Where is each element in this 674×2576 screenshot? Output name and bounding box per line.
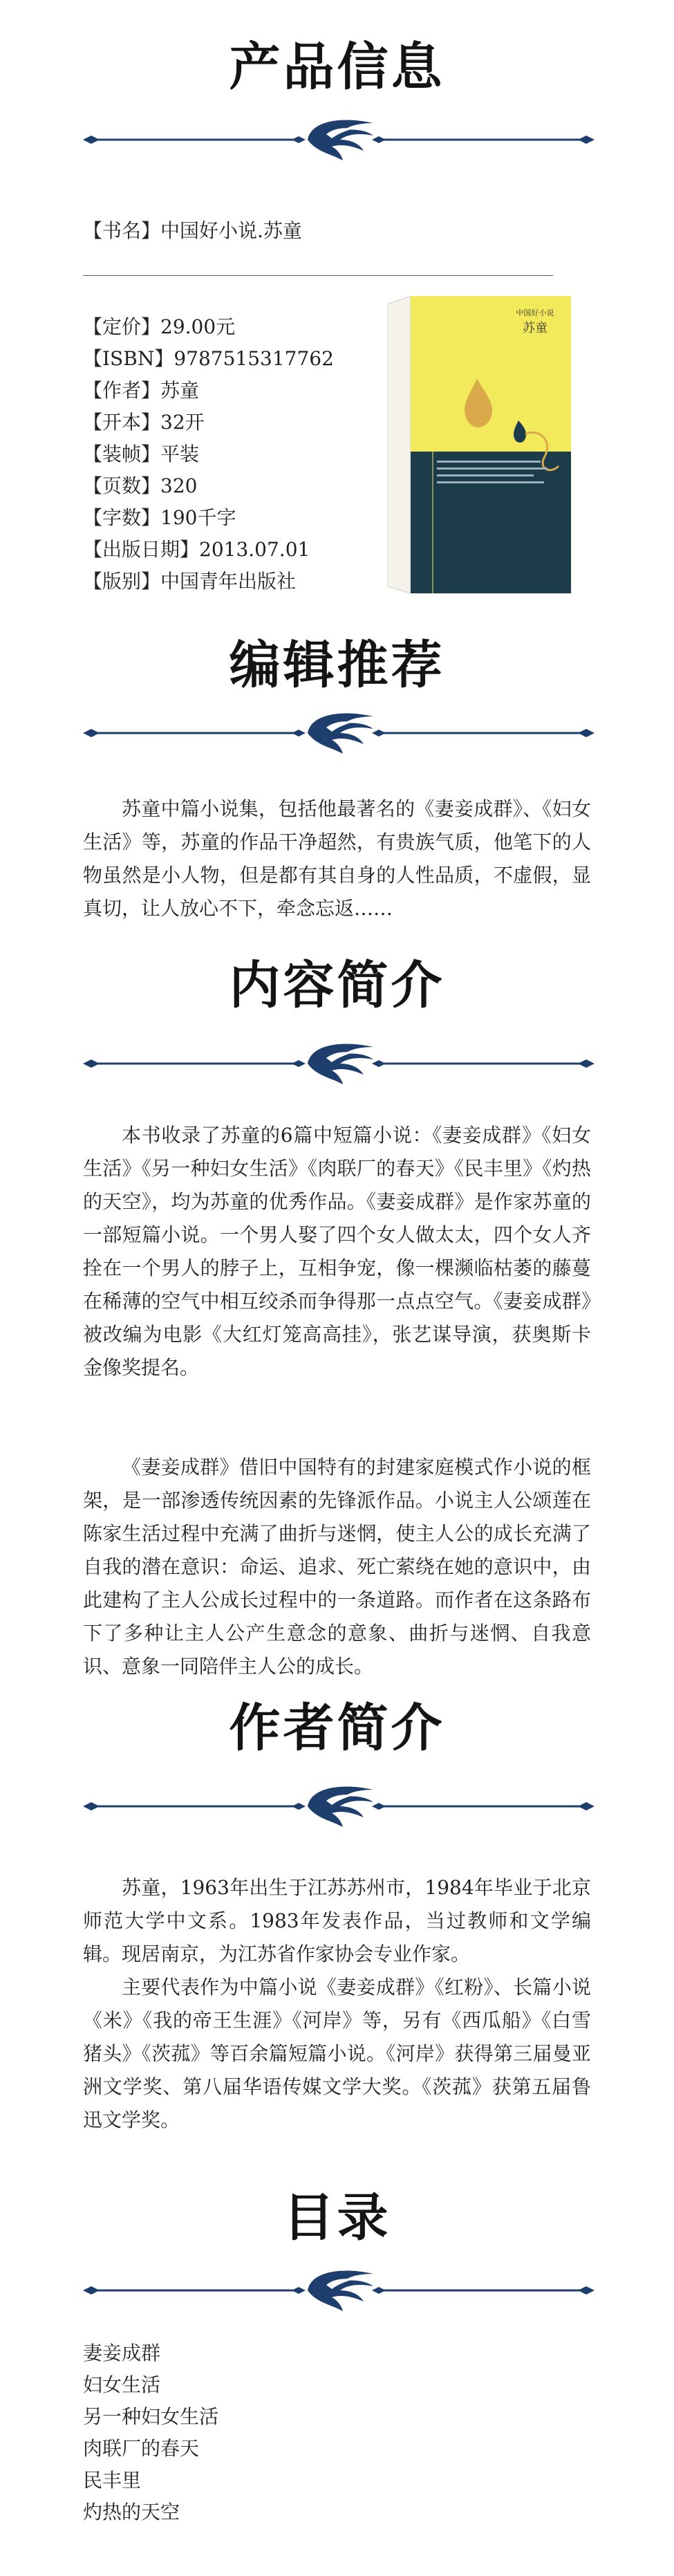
- ornament-icon: [69, 1043, 608, 1088]
- info-format: 【开本】32开: [83, 411, 205, 434]
- section-title: 目录: [283, 2188, 391, 2248]
- info-author: 【作者】苏童: [83, 379, 200, 402]
- info-list: [83, 311, 334, 597]
- ornament-icon: [69, 1786, 608, 1831]
- section-product-info: [0, 37, 674, 97]
- section-author-intro: [0, 1698, 674, 1758]
- book-cover-image: [387, 296, 571, 593]
- info-pages: 【页数】320: [83, 474, 198, 497]
- section-title: 产品信息: [229, 37, 445, 97]
- author-intro-paragraph-1: 苏童，1963年出生于江苏苏州市，1984年毕业于北京师范大学中文系。1983年发表作品，当过教师和文学编辑。现居南京，为江苏省作家协会专业作家。: [83, 1876, 591, 1965]
- toc-list: [83, 2337, 218, 2528]
- section-toc: [0, 2188, 674, 2248]
- cover-author: 苏童: [523, 321, 547, 335]
- ornament-icon: [69, 119, 608, 165]
- section-editor-recommend: [0, 636, 674, 695]
- section-title: 内容简介: [229, 956, 445, 1015]
- toc-item: 妇女生活: [83, 2373, 161, 2396]
- toc-item: 妻妾成群: [83, 2342, 161, 2364]
- book-title-line: 【书名】中国好小说.苏童: [83, 219, 302, 242]
- toc-item: 另一种妇女生活: [83, 2405, 219, 2428]
- toc-item: 灼热的天空: [83, 2501, 180, 2523]
- content-summary-paragraph-1: 本书收录了苏童的6篇中短篇小说：《妻妾成群》《妇女生活》《另一种妇女生活》《肉联厂的春天》《民丰里》《灼热的天空》，均为苏童的优秀作品。《妻妾成群》是作家苏童的一部短篇小说。一个男人娶了四个女人做太太，四个女人齐拴在一个男人的脖子上，互相争宠，像一棵濒临枯萎的藤蔓在稀薄的空气中相互绞杀而争得那一点点空气。《妻妾成群》被改编为电影《大红灯笼高高挂》，张艺谋导演，获奥斯卡金像奖提名。: [83, 1124, 591, 1379]
- section-content-summary: [0, 956, 674, 1015]
- toc-item: 肉联厂的春天: [83, 2437, 200, 2460]
- divider: [83, 275, 553, 276]
- cover-series: 中国好小说: [516, 308, 554, 317]
- author-intro-paragraph-2: 主要代表作为中篇小说《妻妾成群》《红粉》、长篇小说《米》《我的帝王生涯》《河岸》等，另有《西瓜船》《白雪猪头》《茨菰》等百余篇短篇小说。《河岸》获得第三届曼亚洲文学奖、第八届华语传媒文学大奖。《茨菰》获第五届鲁迅文学奖。: [83, 1976, 591, 2131]
- ornament-icon: [69, 2270, 608, 2315]
- info-words: 【字数】190千字: [83, 506, 236, 529]
- info-binding: 【装帧】平装: [83, 443, 200, 465]
- editor-recommend-text: 苏童中篇小说集，包括他最著名的《妻妾成群》、《妇女生活》等，苏童的作品干净超然，有贵族气质，他笔下的人物虽然是小人物，但是都有其自身的人性品质，不虚假，显真切，让人放心不下，牵念忘返……: [83, 797, 591, 920]
- info-publisher: 【版别】中国青年出版社: [83, 570, 297, 593]
- content-summary-paragraph-2: 《妻妾成群》借旧中国特有的封建家庭模式作小说的框架，是一部渗透传统因素的先锋派作品。小说主人公颂莲在陈家生活过程中充满了曲折与迷惘，使主人公的成长充满了自我的潜在意识：命运、追求、死亡萦绕在她的意识中，由此建构了主人公成长过程中的一条道路。而作者在这条路布下了多种让主人公产生意念的意象、曲折与迷惘、自我意识、意象一同陪伴主人公的成长。: [83, 1456, 591, 1678]
- info-isbn: 【ISBN】9787515317762: [83, 347, 334, 370]
- section-title: 作者简介: [229, 1698, 445, 1758]
- info-pubdate: 【出版日期】2013.07.01: [83, 538, 310, 561]
- section-title: 编辑推荐: [229, 636, 445, 695]
- toc-item: 民丰里: [83, 2469, 142, 2492]
- ornament-icon: [69, 712, 608, 758]
- info-price: 【定价】29.00元: [83, 315, 236, 338]
